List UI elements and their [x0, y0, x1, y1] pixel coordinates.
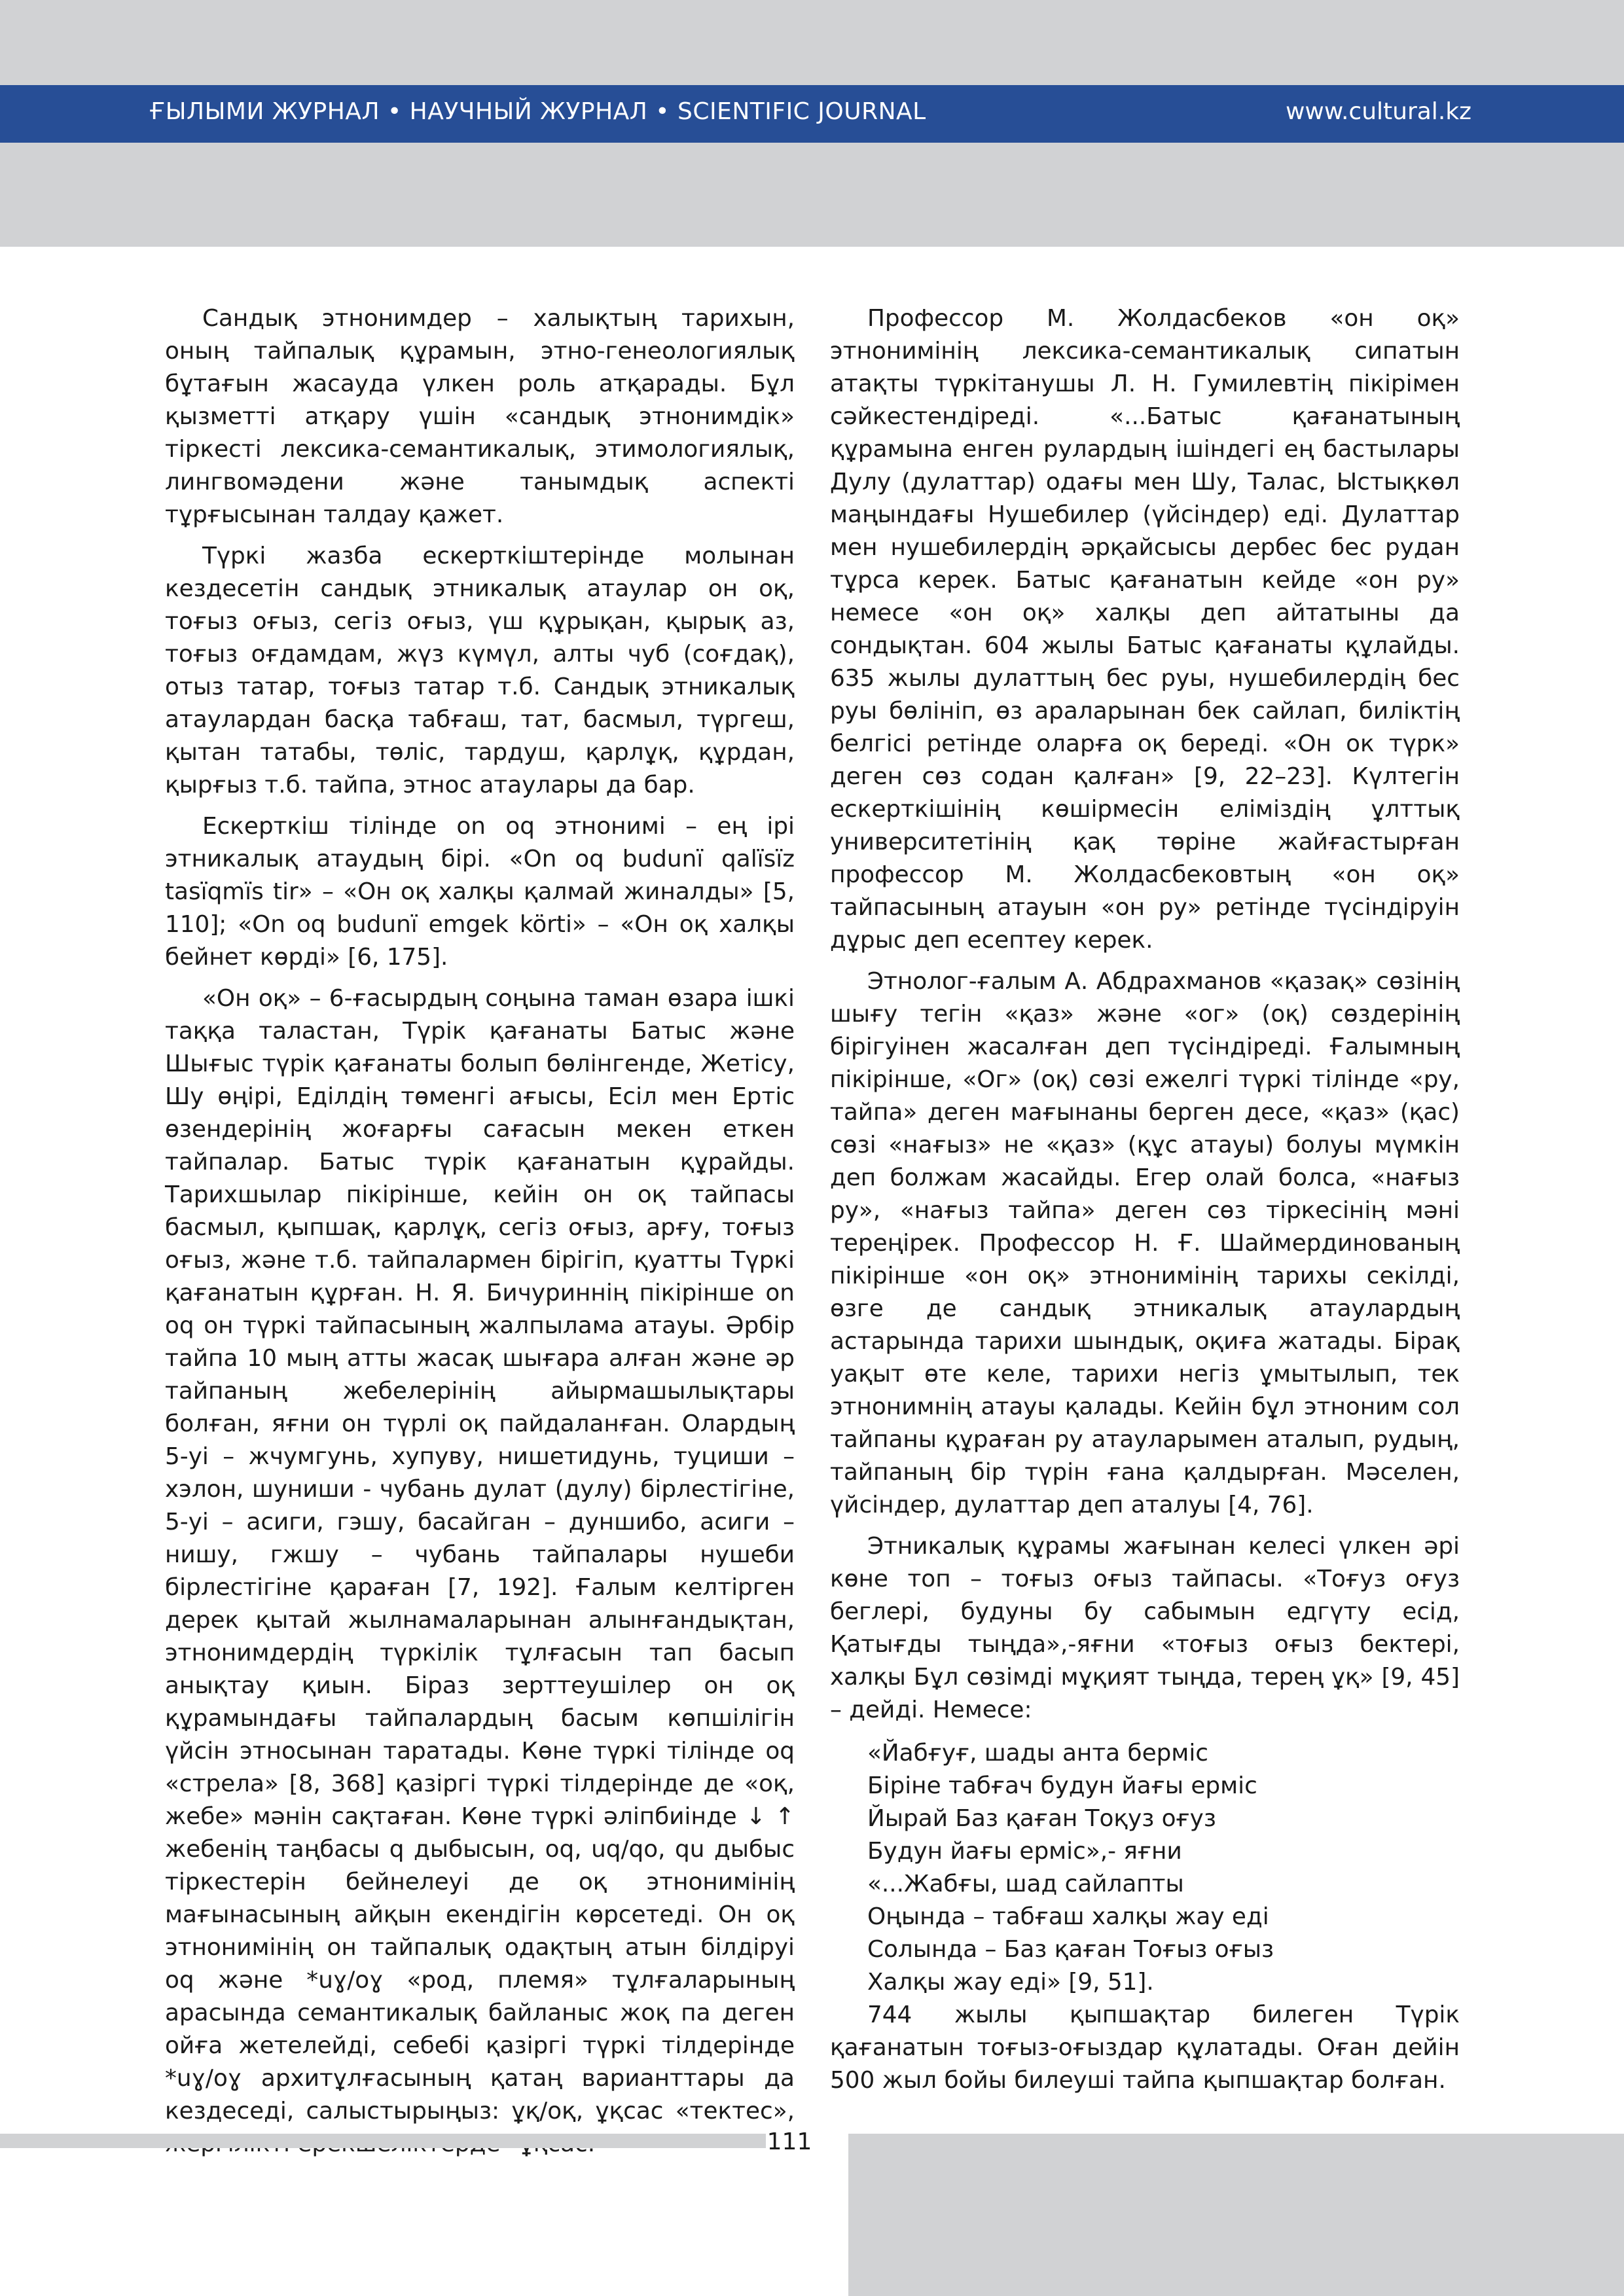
verse-quote — [867, 1737, 1460, 1999]
paragraph: «Он оқ» – 6-ғасырдың соңына таман өзара ішкі таққа таластан, Түрік қағанаты Батыс және Шығыс түрік қағанаты болып бөлінгенде, Жетісу, Шу өңірі, Еділдің төменгі ағысы, Есіл мен Ертіс өзендерінің жоғарғы сағасын мекен еткен тайпалар. Батыс түрік қағанатын құрайды. Тарихшылар пікірінше, кейін он оқ тайпасы басмыл, қыпшақ, қарлұқ, сегіз оғыз, арғу, тоғыз оғыз, және т.б. тайпалармен бірігіп, қуатты Түркі қағанатын құрған. Н. Я. Бичуриннің пікірінше on oq он түркі тайпасының жалпылама атауы. Әрбір тайпа 10 мың атты жасақ шығара алған және әр тайпаның жебелерінің айырмашылықтары болған, яғни он түрлі оқ пайдаланған. Олардың 5-уі – жчумгунь, хупуву, нишетидунь, туциши – хэлон, шуниши - чубань дулат (дулу) бірлестігіне, 5-уі – асиги, гэшу, басайган – дуншибо, асиги – нишу, гжшу – чубань тайпалары нушеби бірлестігіне қараған [7, 192]. Ғалым келтірген дерек қытай жылнамаларынан алынғандықтан, этнонимдердің түркілік тұлғасын тап басып анықтау қиын. Біраз зерттеушілер он оқ құрамындағы тайпалардың басым көпшілігін үйсін этносынан таратады. Көне түркі тілінде oq «стрела» [8, 368] қазіргі түркі тілдерінде де «оқ, жебе» мәнін сақтаған. Көне түркі әліпбиінде ↓ ↑ жебенің таңбасы q дыбысын, oq, uq/qo, qu дыбыс тіркестерін бейнелеуі де оқ этнонимінің мағынасының айқын екендігін көрсетеді. Он оқ этнонимінің он тайпалық одақтың атын білдіруі oq және *uɣ/oɣ «род, племя» тұлғаларының арасында семантикалық байланыс жоқ па деген ойға жетелейді, себебі қазіргі түркі тілдерінде *uɣ/oɣ архитұлғасының қатаң варианттары да кездеседі, салыстырыңыз: ұқ/оқ, ұқсас «тектес», — [165, 985, 795, 2125]
paragraph: 744 жылы қыпшақтар билеген Түрік қағанатын тоғыз-оғыздар құлатады. Оған дейін 500 жыл бойы билеуші тайпа қыпшақтар болған. — [830, 2001, 1460, 2094]
paragraph: Профессор М. Жолдасбеков «он оқ» этнонимінің лексика-семантикалық сипатын атақты түркітанушы Л. Н. Гумилевтің пікірімен сәйкестендіреді. «...Батыс қағанатының құрамына енген рулардың ішіндегі ең бастылары Дулу (дулаттар) одағы мен Шу, Талас, Ыстықкөл маңындағы Нушебилер (үйсіндер) еді. Дулаттар мен нушебилердің әрқайсысы дербес бес рудан тұрса керек. Батыс қағанатын кейде «он ру» немесе «он оқ» халқы деп айтатыны да сондықтан. 604 жылы Батыс қағанаты құлайды. 635 жылы дулаттың бес руы, нушебилердің бес руы бөлініп, өз араларынан бек сайлап, биліктің белгісі ретінде оларға оқ береді. «Он ок түрк» деген сөз содан қалған» [9, 22–23]. Күлтегін ескерткішінің көшірмесін еліміздің ұлттық университетінің қақ төріне жайғастырған профессор М. Жолдасбековтың «он оқ» тайпасының атауын «он ру» ретінде түсіндіруін дұрыс деп есептеу керек. — [830, 305, 1460, 954]
footer-divider — [0, 2134, 766, 2148]
left-column — [165, 302, 795, 2169]
paragraph: Ескерткіш тілінде on oq этнонимі – ең ірі этникалық атаудың бірі. «On oq budunї qalїsїz tasїqmїs tir» – «Он оқ халқы қалмай жиналды» [5, 110]; «On oq budunї emgek körti» – «Он оқ халқы бейнет көрді» [6, 175]. — [165, 813, 795, 971]
website-link[interactable]: www.cultural.kz — [1285, 98, 1471, 125]
journal-names: ҒЫЛЫМИ ЖУРНАЛ • НАУЧНЫЙ ЖУРНАЛ • SCIENTIFIC JOURNAL — [149, 98, 926, 125]
verse-line: Йырай Баз қаған Тоқуз оғуз — [867, 1805, 1216, 1832]
verse-line: Оңында – табғаш халқы жау еді — [867, 1903, 1269, 1930]
verse-line: «Йабғуғ, шады анта берміс — [867, 1740, 1208, 1767]
paragraph: Түркі жазба ескерткіштерінде молынан кездесетін сандық этникалық атаулар он оқ, тоғыз оғыз, сегіз оғыз, үш құрықан, қырық аз, тоғыз оғдамдам, жүз күмүл, алты чуб (соғдақ), отыз татар, тоғыз татар т.б. Сандық этникалық атаулардан басқа табғаш, тат, басмыл, түргеш, қытан татабы, төліс, тардуш, қарлұқ, құрдан, қырғыз т.б. тайпа, этнос атаулары да бар. — [165, 543, 795, 798]
footer-background — [848, 2134, 1624, 2296]
verse-line: Халқы жау еді» [9, 51]. — [867, 1969, 1154, 1996]
paragraph: Этникалық құрамы жағынан келесі үлкен әрі көне топ – тоғыз оғыз тайпасы. «Тоғуз оғуз беглері, будуны бу сабымын едгүту есід, Қатығды тыңда»,-яғни «тоғыз оғыз бектері, халқы Бұл сөзімді мұқият тыңда, терең ұқ» [9, 45] – дейді. Немесе: — [830, 1533, 1460, 1723]
verse-line: Біріне табғач будун йағы ерміс — [867, 1772, 1257, 1799]
paragraph: Этнолог-ғалым А. Абдрахманов «қазақ» сөзінің шығу тегін «қаз» және «ог» (оқ) сөздерінің бірігуінен жасалған деп түсіндіреді. Ғалымның пікірінше, «Ог» (оқ) сөзі ежелгі түркі тілінде «ру, тайпа» деген мағынаны берген десе, «қаз» (қас) сөзі «нағыз» не «қаз» (құс атауы) болуы мүмкін деп болжам жасайды. Егер олай болса, «нағыз ру», «нағыз тайпа» деген сөз тіркесінің мәні тереңірек. Профессор Н. Ғ. Шаймердинованың пікірінше «он оқ» этнонимінің тарихы секілді, өзге де сандық этникалық атаулардың астарында тарихи шындық, оқиға жатады. Бірақ уақыт өте келе, тарихи негіз ұмытылып, тек этнонимнің атауы қалады. Кейін бұл этноним сол тайпаны құраған ру атауларымен аталып, рудың, тайпаның бір түрін ғана қалдырған. Мәселен, үйсіндер, дулаттар деп аталуы [4, 76]. — [830, 968, 1460, 1518]
verse-line: Будун йағы ерміс»,- яғни — [867, 1838, 1182, 1865]
right-column — [830, 302, 1460, 2097]
journal-header-bar — [0, 85, 1624, 143]
verse-line: Солында – Баз қаған Тоғыз оғыз — [867, 1936, 1274, 1963]
verse-line: «...Жабғы, шад сайлапты — [867, 1871, 1184, 1897]
page-number: 111 — [767, 2128, 812, 2155]
paragraph: Сандық этнонимдер – халықтың тарихын, оның тайпалық құрамын, этно-генеологиялық бұтағын жасауда үлкен роль атқарады. Бұл қызметті атқару үшін «сандық этнонимдік» тіркесті лексика-семантикалық, этимологиялық, лингвомәдени және танымдық аспекті тұрғысынан талдау қажет. — [165, 305, 795, 528]
